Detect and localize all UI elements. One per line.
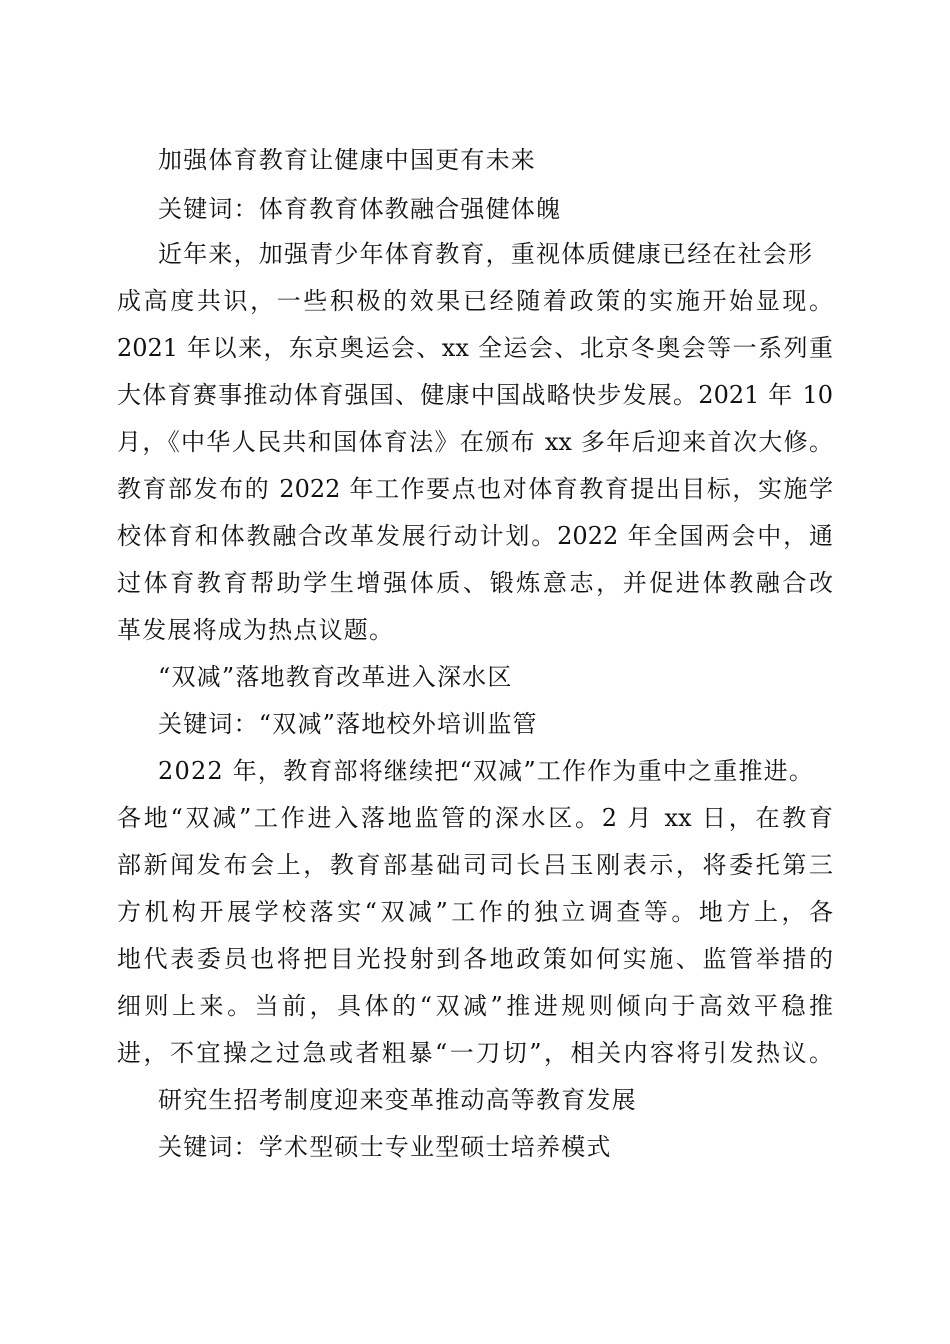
section-3-keywords: 关键词：学术型硕士专业型硕士培养模式 bbox=[158, 1133, 612, 1161]
section-2-paragraph-line-2: 各地“双减”工作进入落地监管的深水区。2 月 xx 日，在教育 bbox=[117, 804, 833, 832]
section-1-paragraph-line-5: 月，《中华人民共和国体育法》在颁布 xx 多年后迎来首次大修。 bbox=[117, 428, 833, 456]
section-2-keywords: 关键词：“双减”落地校外培训监管 bbox=[158, 710, 538, 738]
section-1-title: 加强体育教育让健康中国更有未来 bbox=[158, 146, 536, 174]
section-1-paragraph-line-4: 大体育赛事推动体育强国、健康中国战略快步发展。2021 年 10 bbox=[117, 381, 833, 409]
section-2-paragraph-line-7: 进，不宜操之过急或者粗暴“一刀切”，相关内容将引发热议。 bbox=[117, 1039, 833, 1067]
section-1-paragraph-line-7: 校体育和体教融合改革发展行动计划。2022 年全国两会中，通 bbox=[117, 522, 833, 550]
section-1-paragraph-line-1: 近年来，加强青少年体育教育，重视体质健康已经在社会形 bbox=[158, 240, 814, 268]
section-2-title: “双减”落地教育改革进入深水区 bbox=[158, 663, 513, 691]
section-2-paragraph-line-3: 部新闻发布会上，教育部基础司司长吕玉刚表示，将委托第三 bbox=[117, 851, 833, 879]
section-2-paragraph-line-4: 方机构开展学校落实“双减”工作的独立调查等。地方上，各 bbox=[117, 898, 833, 926]
section-1-paragraph-line-6: 教育部发布的 2022 年工作要点也对体育教育提出目标，实施学 bbox=[117, 475, 833, 503]
section-1-paragraph-line-8: 过体育教育帮助学生增强体质、锻炼意志，并促进体教融合改 bbox=[117, 569, 833, 597]
section-2-paragraph-line-5: 地代表委员也将把目光投射到各地政策如何实施、监管举措的 bbox=[117, 945, 833, 973]
section-1-paragraph-line-2: 成高度共识，一些积极的效果已经随着政策的实施开始显现。 bbox=[117, 287, 833, 315]
section-2-paragraph-line-6: 细则上来。当前，具体的“双减”推进规则倾向于高效平稳推 bbox=[117, 992, 833, 1020]
section-1-paragraph-line-3: 2021 年以来，东京奥运会、xx 全运会、北京冬奥会等一系列重 bbox=[117, 334, 833, 362]
section-1-keywords: 关键词：体育教育体教融合强健体魄 bbox=[158, 195, 562, 223]
section-2-paragraph-line-1: 2022 年，教育部将继续把“双减”工作作为重中之重推进。 bbox=[158, 757, 815, 785]
section-3-title: 研究生招考制度迎来变革推动高等教育发展 bbox=[158, 1086, 637, 1114]
section-1-paragraph-line-9: 革发展将成为热点议题。 bbox=[117, 616, 395, 644]
